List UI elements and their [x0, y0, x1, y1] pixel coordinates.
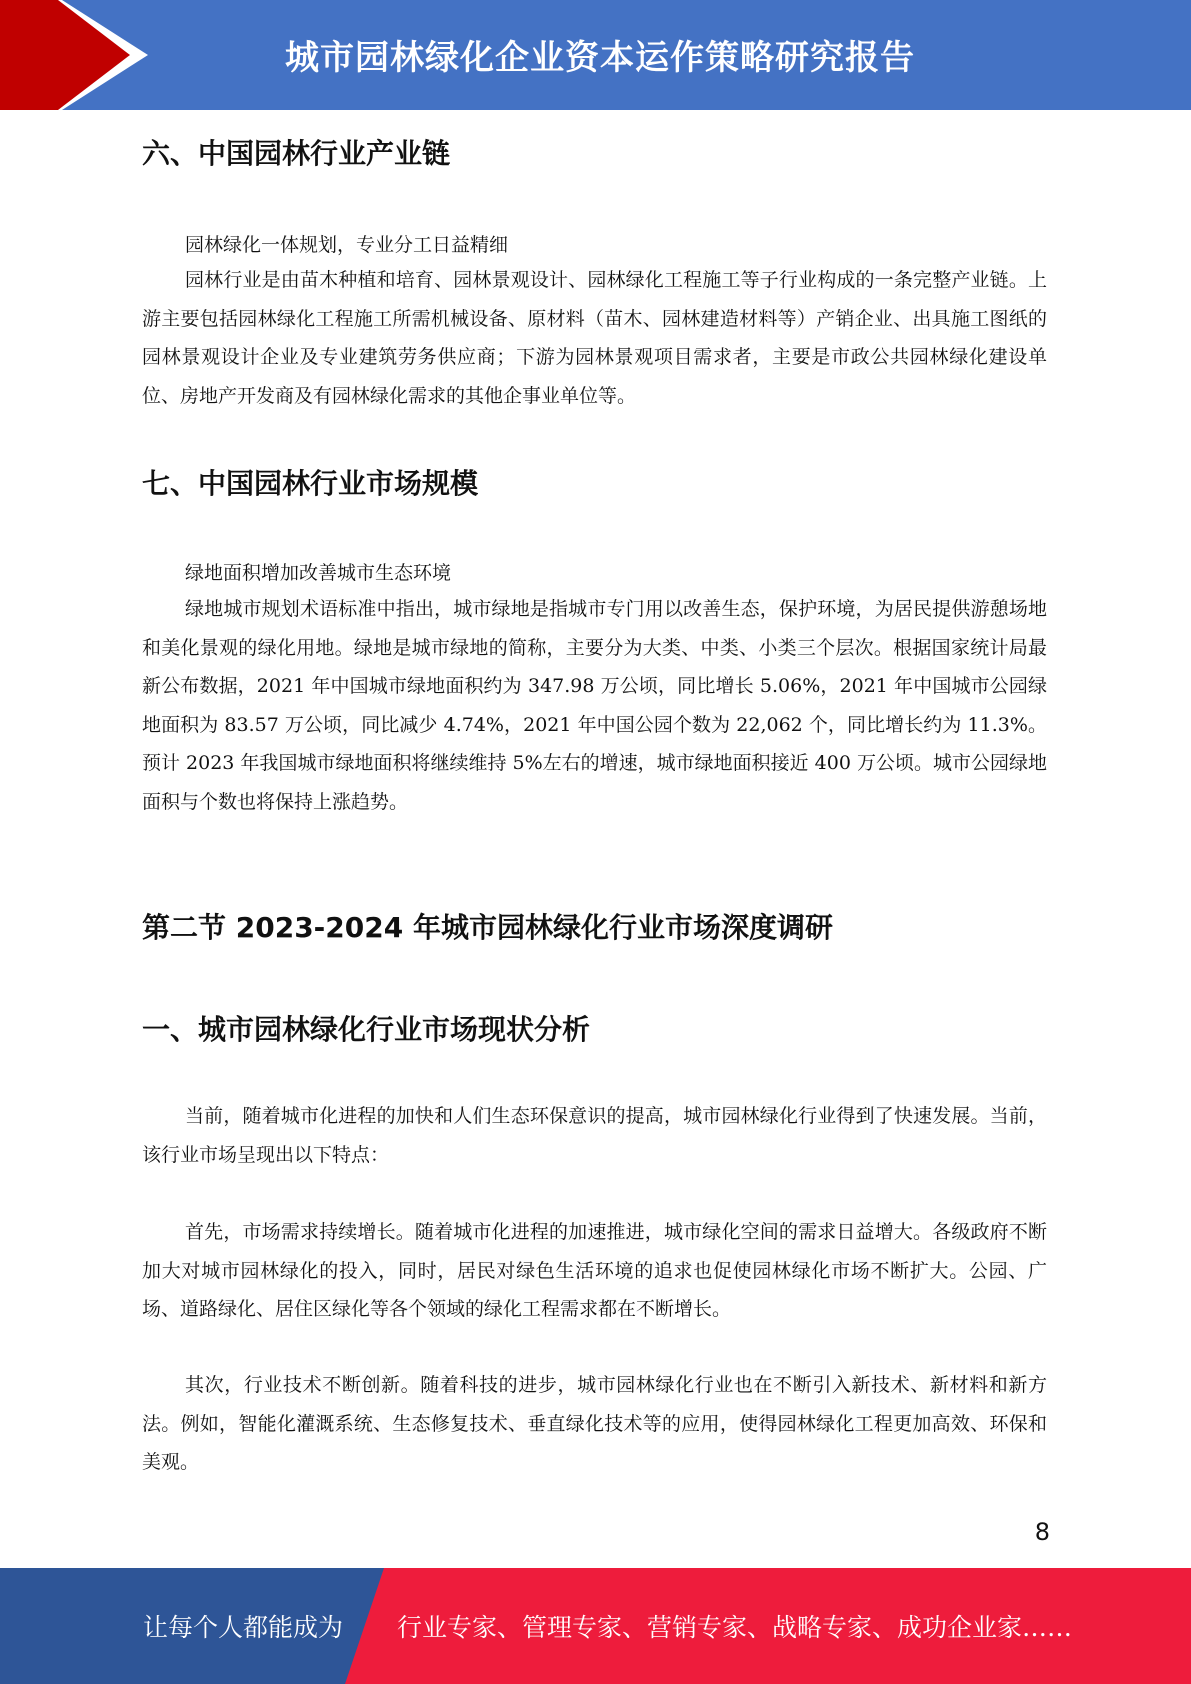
section-subheading-market-size: 绿地面积增加改善城市生态环境 [185, 562, 452, 584]
header-arrow-decoration [0, 0, 160, 110]
section-heading-market-size: 七、中国园林行业市场规模 [142, 467, 479, 500]
chapter-heading: 第二节 2023-2024 年城市园林绿化行业市场深度调研 [142, 911, 833, 944]
paragraph-technology-innovation: 其次，行业技术不断创新。随着科技的进步，城市园林绿化行业也在不断引入新技术、新材料和新方法。例如，智能化灌溉系统、生态修复技术、垂直绿化技术等的应用，使得园林绿化工程更加高效、环保和美观。 [142, 1374, 1047, 1473]
paragraph-market-size: 绿地城市规划术语标准中指出，城市绿地是指城市专门用以改善生态，保护环境，为居民提供游憩场地和美化景观的绿化用地。绿地是城市绿地的简称，主要分为大类、中类、小类三个层次。根据国家统计局最新公布数据，2021 年中国城市绿地面积约为 347.98 万公顷，同比增长 5.06%，2021 年中国城市公园绿地面积为 83.57 万公顷，同比减少 4.74%，2021 年中国公园个数为 22,062 个，同比增长约为 11.3%。预计 2023 年我国城市绿地面积将继续维持 5%左右的增速，城市绿地面积接近 400 万公顷。城市公园绿地面积与个数也将保持上涨趋势。 [142, 598, 1047, 813]
report-title: 城市园林绿化企业资本运作策略研究报告 [285, 38, 915, 78]
footer-slogan-left: 让每个人都能成为 [143, 1613, 344, 1642]
page-footer [0, 1568, 1191, 1684]
paragraph-market-demand: 首先，市场需求持续增长。随着城市化进程的加速推进，城市绿化空间的需求日益增大。各级政府不断加大对城市园林绿化的投入，同时，居民对绿色生活环境的追求也促使园林绿化市场不断扩大。公园、广场、道路绿化、居住区绿化等各个领域的绿化工程需求都在不断增长。 [142, 1221, 1047, 1320]
page-header [0, 0, 1191, 110]
section-heading-industry-chain: 六、中国园林行业产业链 [142, 137, 451, 170]
section-heading-market-status: 一、城市园林绿化行业市场现状分析 [142, 1013, 591, 1046]
footer-slogan-right: 行业专家、管理专家、营销专家、战略专家、成功企业家…… [397, 1613, 1073, 1642]
page-number: 8 [1034, 1518, 1050, 1546]
paragraph-market-status-intro: 当前，随着城市化进程的加快和人们生态环保意识的提高，城市园林绿化行业得到了快速发展。当前，该行业市场呈现出以下特点： [142, 1105, 1047, 1166]
section-subheading-industry-chain: 园林绿化一体规划，专业分工日益精细 [185, 234, 509, 256]
paragraph-industry-chain: 园林行业是由苗木种植和培育、园林景观设计、园林绿化工程施工等子行业构成的一条完整产业链。上游主要包括园林绿化工程施工所需机械设备、原材料（苗木、园林建造材料等）产销企业、出具施工图纸的园林景观设计企业及专业建筑劳务供应商；下游为园林景观项目需求者，主要是市政公共园林绿化建设单位、房地产开发商及有园林绿化需求的其他企事业单位等。 [142, 269, 1047, 407]
